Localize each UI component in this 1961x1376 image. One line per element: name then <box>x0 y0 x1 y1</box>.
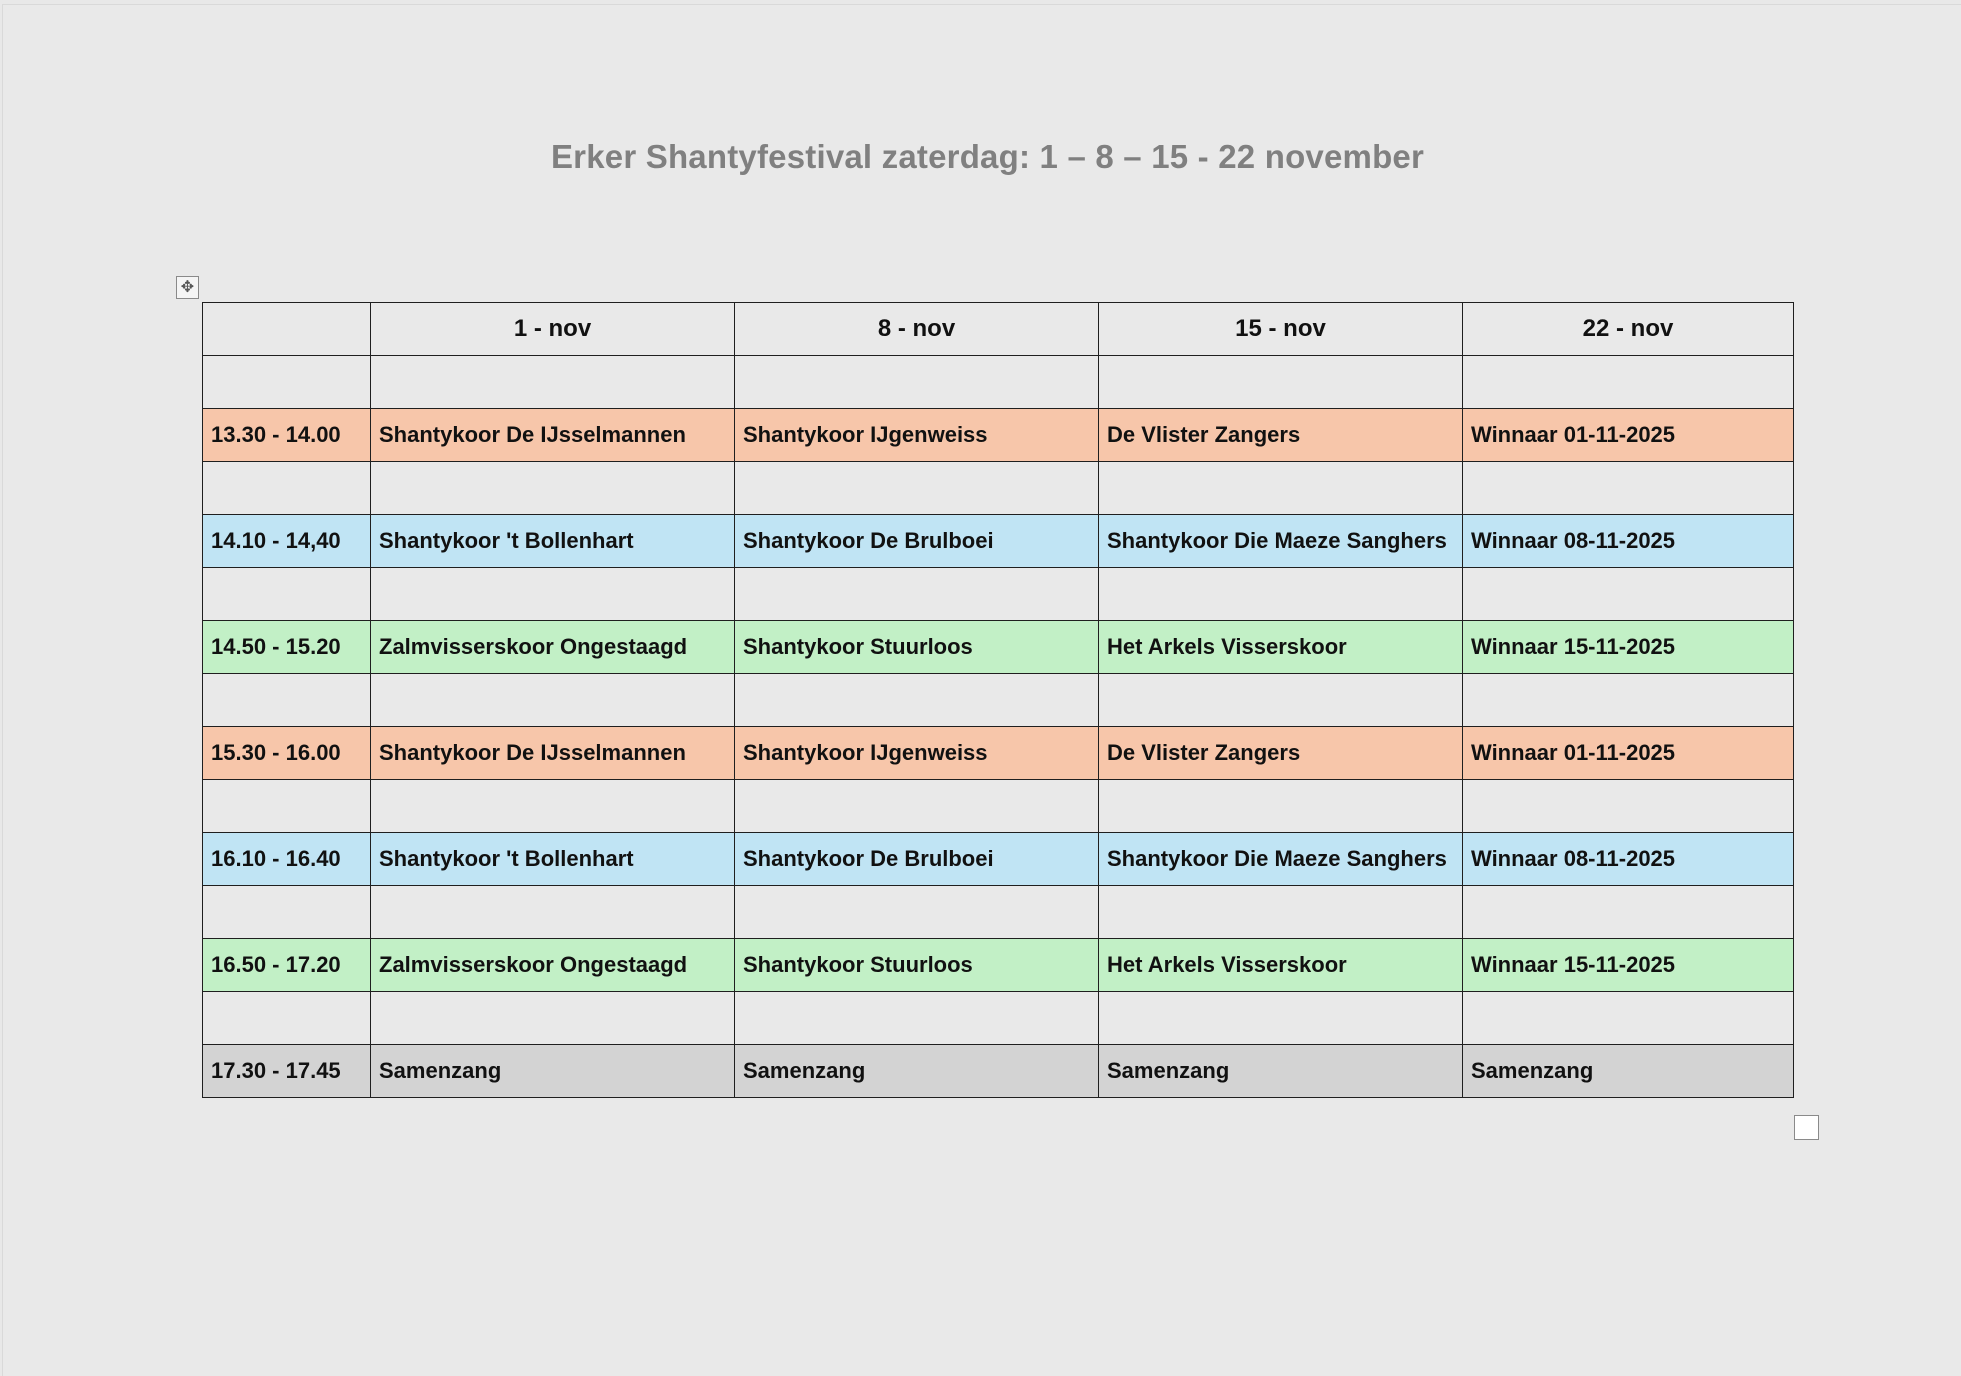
table-cell[interactable]: Shantykoor De IJsselmannen <box>371 727 735 780</box>
table-cell[interactable]: Zalmvisserskoor Ongestaagd <box>371 939 735 992</box>
table-cell[interactable]: Zalmvisserskoor Ongestaagd <box>371 621 735 674</box>
table-row-spacer <box>203 780 1794 833</box>
table-cell[interactable]: Winnaar 01-11-2025 <box>1463 727 1794 780</box>
table-cell[interactable]: Shantykoor IJgenweiss <box>735 727 1099 780</box>
table-cell[interactable]: Het Arkels Visserskoor <box>1099 939 1463 992</box>
table-cell[interactable]: Shantykoor 't Bollenhart <box>371 833 735 886</box>
table-cell[interactable]: Winnaar 15-11-2025 <box>1463 939 1794 992</box>
time-cell[interactable]: 15.30 - 16.00 <box>203 727 371 780</box>
table-cell[interactable]: Shantykoor Die Maeze Sanghers <box>1099 515 1463 568</box>
table-cell[interactable]: Samenzang <box>371 1045 735 1098</box>
table-cell[interactable]: Winnaar 15-11-2025 <box>1463 621 1794 674</box>
table-cell[interactable]: Shantykoor De Brulboei <box>735 515 1099 568</box>
table-cell[interactable] <box>1099 886 1463 939</box>
table-cell[interactable] <box>371 674 735 727</box>
table-row <box>203 409 1794 462</box>
table-cell[interactable] <box>1099 992 1463 1045</box>
table-cell[interactable] <box>735 886 1099 939</box>
header-cell-22-nov[interactable]: 22 - nov <box>1463 303 1794 356</box>
table-cell[interactable] <box>203 356 371 409</box>
table-cell[interactable]: Shantykoor De IJsselmannen <box>371 409 735 462</box>
table-cell[interactable]: Winnaar 01-11-2025 <box>1463 409 1794 462</box>
time-cell[interactable]: 16.50 - 17.20 <box>203 939 371 992</box>
table-cell[interactable]: Winnaar 08-11-2025 <box>1463 833 1794 886</box>
table-cell[interactable]: Shantykoor De Brulboei <box>735 833 1099 886</box>
table-cell[interactable] <box>735 674 1099 727</box>
table-cell[interactable]: Samenzang <box>735 1045 1099 1098</box>
table-row <box>203 833 1794 886</box>
table-cell[interactable] <box>1099 780 1463 833</box>
table-row-spacer <box>203 568 1794 621</box>
table-cell[interactable] <box>371 992 735 1045</box>
table-cell[interactable] <box>203 780 371 833</box>
table-cell[interactable] <box>735 356 1099 409</box>
header-cell-8-nov[interactable]: 8 - nov <box>735 303 1099 356</box>
table-row <box>203 1045 1794 1098</box>
document-page <box>2 4 1961 1376</box>
table-cell[interactable] <box>203 462 371 515</box>
table-cell[interactable]: Het Arkels Visserskoor <box>1099 621 1463 674</box>
table-cell[interactable]: De Vlister Zangers <box>1099 727 1463 780</box>
header-cell-1-nov[interactable]: 1 - nov <box>371 303 735 356</box>
time-cell[interactable]: 14.10 - 14,40 <box>203 515 371 568</box>
table-cell[interactable] <box>371 356 735 409</box>
table-cell[interactable] <box>203 674 371 727</box>
time-cell[interactable]: 13.30 - 14.00 <box>203 409 371 462</box>
table-cell[interactable]: Shantykoor IJgenweiss <box>735 409 1099 462</box>
table-row-spacer <box>203 674 1794 727</box>
table-cell[interactable]: Samenzang <box>1099 1045 1463 1098</box>
table-row-spacer <box>203 462 1794 515</box>
table-cell[interactable] <box>1099 356 1463 409</box>
table-cell[interactable] <box>1463 674 1794 727</box>
table-cell[interactable] <box>203 568 371 621</box>
table-cell[interactable] <box>1099 674 1463 727</box>
table-cell[interactable] <box>371 780 735 833</box>
table-cell[interactable] <box>371 886 735 939</box>
table-cell[interactable]: Shantykoor 't Bollenhart <box>371 515 735 568</box>
table-row <box>203 515 1794 568</box>
table-cell[interactable] <box>735 568 1099 621</box>
move-arrows-icon[interactable]: ✥ <box>176 276 199 299</box>
table-cell[interactable] <box>1463 462 1794 515</box>
table-cell[interactable] <box>1099 462 1463 515</box>
table-row-spacer <box>203 992 1794 1045</box>
table-cell[interactable] <box>1463 886 1794 939</box>
table-cell[interactable] <box>1463 356 1794 409</box>
schedule-table <box>202 302 1794 1098</box>
table-cell[interactable] <box>371 462 735 515</box>
table-cell[interactable] <box>1463 568 1794 621</box>
table-cell[interactable]: De Vlister Zangers <box>1099 409 1463 462</box>
table-cell[interactable] <box>203 992 371 1045</box>
table-cell[interactable] <box>735 992 1099 1045</box>
time-cell[interactable]: 16.10 - 16.40 <box>203 833 371 886</box>
resize-square-icon[interactable] <box>1794 1115 1819 1140</box>
time-cell[interactable]: 14.50 - 15.20 <box>203 621 371 674</box>
table-cell[interactable] <box>1463 780 1794 833</box>
table-row-spacer <box>203 356 1794 409</box>
table-cell[interactable]: Samenzang <box>1463 1045 1794 1098</box>
table-cell[interactable] <box>203 886 371 939</box>
time-cell[interactable]: 17.30 - 17.45 <box>203 1045 371 1098</box>
page-title: Erker Shantyfestival zaterdag: 1 – 8 – 15 - 22 november <box>550 138 1425 175</box>
table-cell[interactable]: Winnaar 08-11-2025 <box>1463 515 1794 568</box>
table-row <box>203 939 1794 992</box>
table-cell[interactable] <box>371 568 735 621</box>
table-row <box>203 727 1794 780</box>
table-cell[interactable] <box>1463 992 1794 1045</box>
table-cell[interactable]: Shantykoor Stuurloos <box>735 939 1099 992</box>
table-row <box>203 621 1794 674</box>
table-cell[interactable] <box>735 462 1099 515</box>
table-cell[interactable]: Shantykoor Stuurloos <box>735 621 1099 674</box>
table-header-row <box>203 303 1794 356</box>
table-cell[interactable] <box>735 780 1099 833</box>
table-cell[interactable]: Shantykoor Die Maeze Sanghers <box>1099 833 1463 886</box>
table-row-spacer <box>203 886 1794 939</box>
header-cell-empty[interactable] <box>203 303 371 356</box>
header-cell-15-nov[interactable]: 15 - nov <box>1099 303 1463 356</box>
table-cell[interactable] <box>1099 568 1463 621</box>
